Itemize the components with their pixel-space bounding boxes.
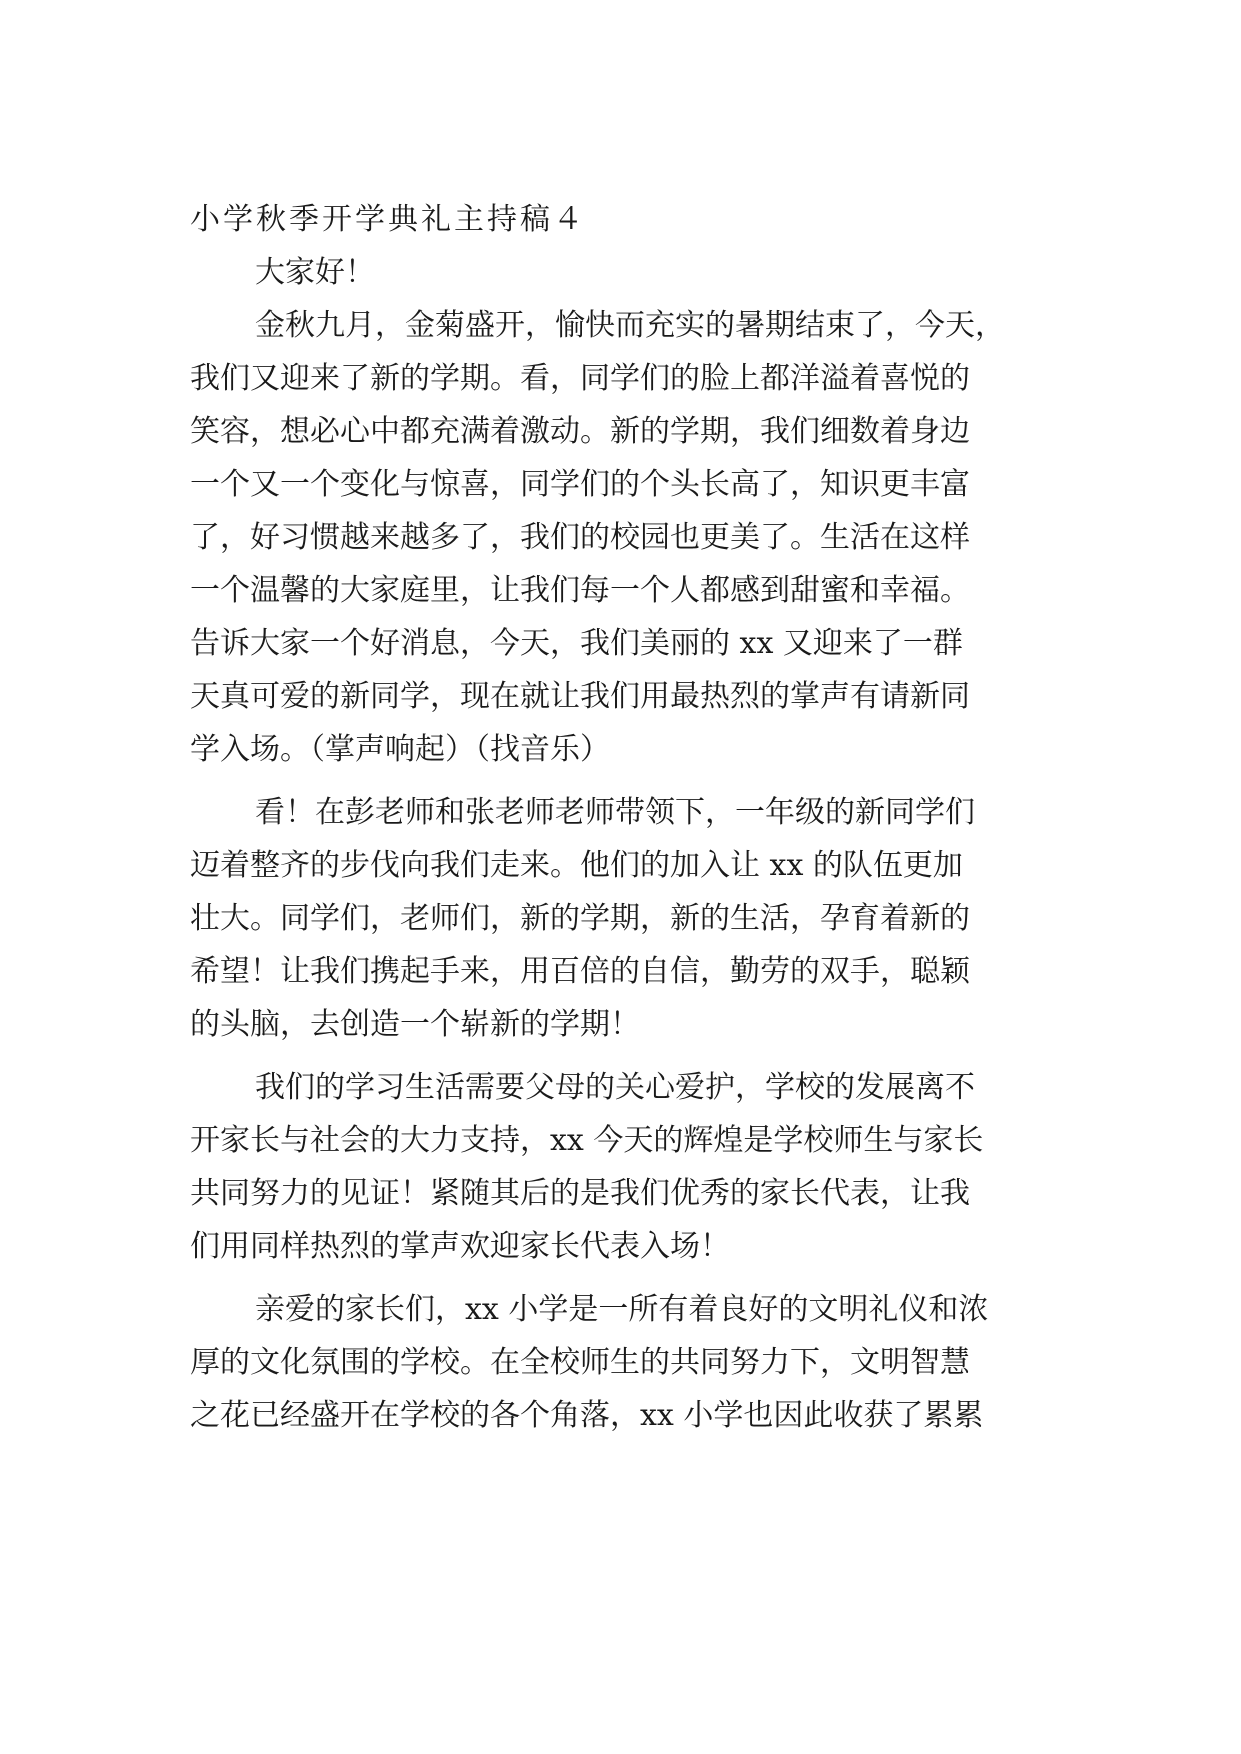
paragraph-1-line-1: 金秋九月，金菊盛开，愉快而充实的暑期结束了，今天， <box>255 308 1005 343</box>
paragraph-3-line-1: 我们的学习生活需要父母的关心爱护，学校的发展离不 <box>255 1070 975 1105</box>
greeting-line: 大家好！ <box>255 255 375 290</box>
paragraph-4-line-2: 厚的文化氛围的学校。在全校师生的共同努力下，文明智慧 <box>190 1345 970 1380</box>
paragraph-3-line-2: 开家长与社会的大力支持，xx 今天的辉煌是学校师生与家长 <box>190 1123 984 1158</box>
paragraph-4-line-3: 之花已经盛开在学校的各个角落，xx 小学也因此收获了累累 <box>190 1398 984 1433</box>
paragraph-1-line-8: 天真可爱的新同学，现在就让我们用最热烈的掌声有请新同 <box>190 679 970 714</box>
paragraph-1-line-7: 告诉大家一个好消息，今天，我们美丽的 xx 又迎来了一群 <box>190 626 963 661</box>
paragraph-1-line-5: 了，好习惯越来越多了，我们的校园也更美了。生活在这样 <box>190 520 970 555</box>
document-title: 小学秋季开学典礼主持稿４ <box>190 202 586 237</box>
paragraph-2-line-1: 看！在彭老师和张老师老师带领下，一年级的新同学们 <box>255 795 975 830</box>
paragraph-1-line-6: 一个温馨的大家庭里，让我们每一个人都感到甜蜜和幸福。 <box>190 573 970 608</box>
paragraph-1-line-4: 一个又一个变化与惊喜，同学们的个头长高了，知识更丰富 <box>190 467 970 502</box>
paragraph-1-line-3: 笑容，想必心中都充满着激动。新的学期，我们细数着身边 <box>190 414 970 449</box>
paragraph-4-line-1: 亲爱的家长们，xx 小学是一所有着良好的文明礼仪和浓 <box>255 1292 989 1327</box>
paragraph-2-line-4: 希望！让我们携起手来，用百倍的自信，勤劳的双手，聪颖 <box>190 954 970 989</box>
paragraph-3-line-4: 们用同样热烈的掌声欢迎家长代表入场！ <box>190 1229 730 1264</box>
paragraph-3-line-3: 共同努力的见证！紧随其后的是我们优秀的家长代表，让我 <box>190 1176 970 1211</box>
paragraph-1-line-9: 学入场。（掌声响起）（找音乐） <box>190 732 610 767</box>
paragraph-2-line-3: 壮大。同学们，老师们，新的学期，新的生活，孕育着新的 <box>190 901 970 936</box>
paragraph-1-line-2: 我们又迎来了新的学期。看，同学们的脸上都洋溢着喜悦的 <box>190 361 970 396</box>
paragraph-2-line-2: 迈着整齐的步伐向我们走来。他们的加入让 xx 的队伍更加 <box>190 848 963 883</box>
paragraph-2-line-5: 的头脑，去创造一个崭新的学期！ <box>190 1007 640 1042</box>
